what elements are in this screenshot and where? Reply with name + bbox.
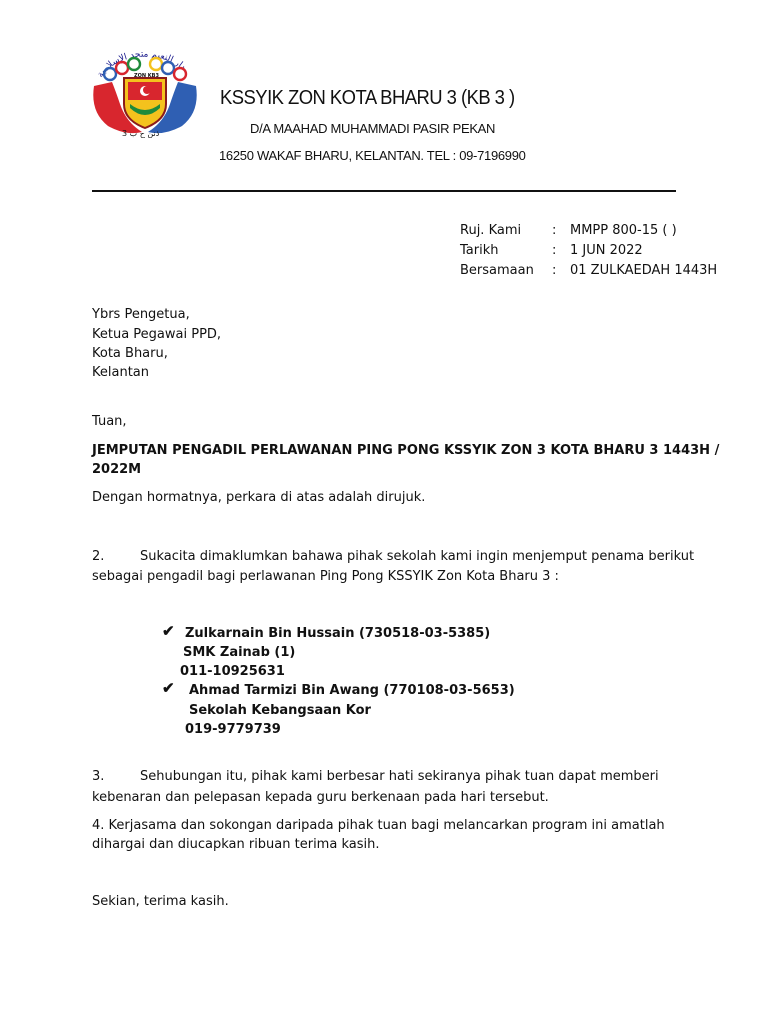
referee-phone: 011-10925631 — [180, 664, 285, 679]
letterhead-address-line-2: 16250 WAKAF BHARU, KELANTAN. TEL : 09-7196990 — [219, 148, 526, 163]
paragraph-2-line: sebagai pengadil bagi perlawanan Ping Pong KSSYIK Zon Kota Bharu 3 : — [92, 569, 559, 584]
paragraph-number: 3. — [92, 769, 105, 784]
paragraph-2-line: Sukacita dimaklumkan bahawa pihak sekolah kami ingin menjemput penama berikut — [140, 549, 695, 564]
logo-badge-text: ZON KB3 — [134, 73, 159, 79]
reference-colon: : — [552, 223, 557, 238]
reference-value: MMPP 800-15 ( ) — [570, 223, 677, 238]
hijri-date-label: Bersamaan — [460, 263, 534, 278]
kssyik-logo — [86, 42, 204, 138]
salutation: Tuan, — [92, 414, 127, 429]
referee-name: Zulkarnain Bin Hussain (730518-03-5385) — [185, 626, 491, 641]
referee-school: Sekolah Kebangsaan Kor — [189, 703, 371, 718]
hijri-date-value: 01 ZULKAEDAH 1443H — [570, 263, 718, 278]
check-icon: ✔ — [162, 623, 175, 640]
reference-row — [460, 221, 730, 241]
logo-arabic-text: دار النعيم متحد الإسلامية — [95, 49, 188, 80]
logo-bottom-text: 3 ذنن ح ب — [122, 129, 160, 138]
recipient-line: Kota Bharu, — [92, 346, 168, 361]
letterhead-divider — [92, 190, 676, 192]
closing-line: Sekian, terima kasih. — [92, 894, 229, 909]
paragraph-3-line: Sehubungan itu, pihak kami berbesar hati sekiranya pihak tuan dapat memberi — [140, 769, 659, 784]
hijri-date-row — [460, 261, 730, 281]
letterhead-address-line-1: D/A MAAHAD MUHAMMADI PASIR PEKAN — [250, 121, 496, 136]
subject-line: JEMPUTAN PENGADIL PERLAWANAN PING PONG KSSYIK ZON 3 KOTA BHARU 3 1443H / — [92, 443, 720, 458]
recipient-line: Kelantan — [92, 365, 149, 380]
recipient-line: Ybrs Pengetua, — [92, 307, 190, 322]
paragraph-3-line: kebenaran dan pelepasan kepada guru berkenaan pada hari tersebut. — [92, 790, 549, 805]
reference-label: Ruj. Kami — [460, 223, 522, 238]
paragraph-4-line: dihargai dan diucapkan ribuan terima kasih. — [92, 837, 380, 852]
date-label: Tarikh — [460, 243, 499, 258]
opening-sentence: Dengan hormatnya, perkara di atas adalah dirujuk. — [92, 490, 426, 505]
date-colon: : — [552, 243, 557, 258]
reference-block — [460, 221, 730, 281]
paragraph-number: 2. — [92, 549, 105, 564]
recipient-line: Ketua Pegawai PPD, — [92, 327, 222, 342]
date-value: 1 JUN 2022 — [570, 243, 643, 258]
check-icon: ✔ — [162, 680, 175, 697]
referee-phone: 019-9779739 — [185, 722, 281, 737]
hijri-date-colon: : — [552, 263, 557, 278]
subject-line: 2022M — [92, 462, 142, 477]
paragraph-4-line: 4. Kerjasama dan sokongan daripada pihak tuan bagi melancarkan program ini amatlah — [92, 818, 665, 833]
date-row — [460, 241, 730, 261]
referee-school: SMK Zainab (1) — [183, 645, 296, 660]
letterhead-title: KSSYIK ZON KOTA BHARU 3 (KB 3 ) — [220, 86, 515, 109]
referee-name: Ahmad Tarmizi Bin Awang (770108-03-5653) — [189, 683, 515, 698]
